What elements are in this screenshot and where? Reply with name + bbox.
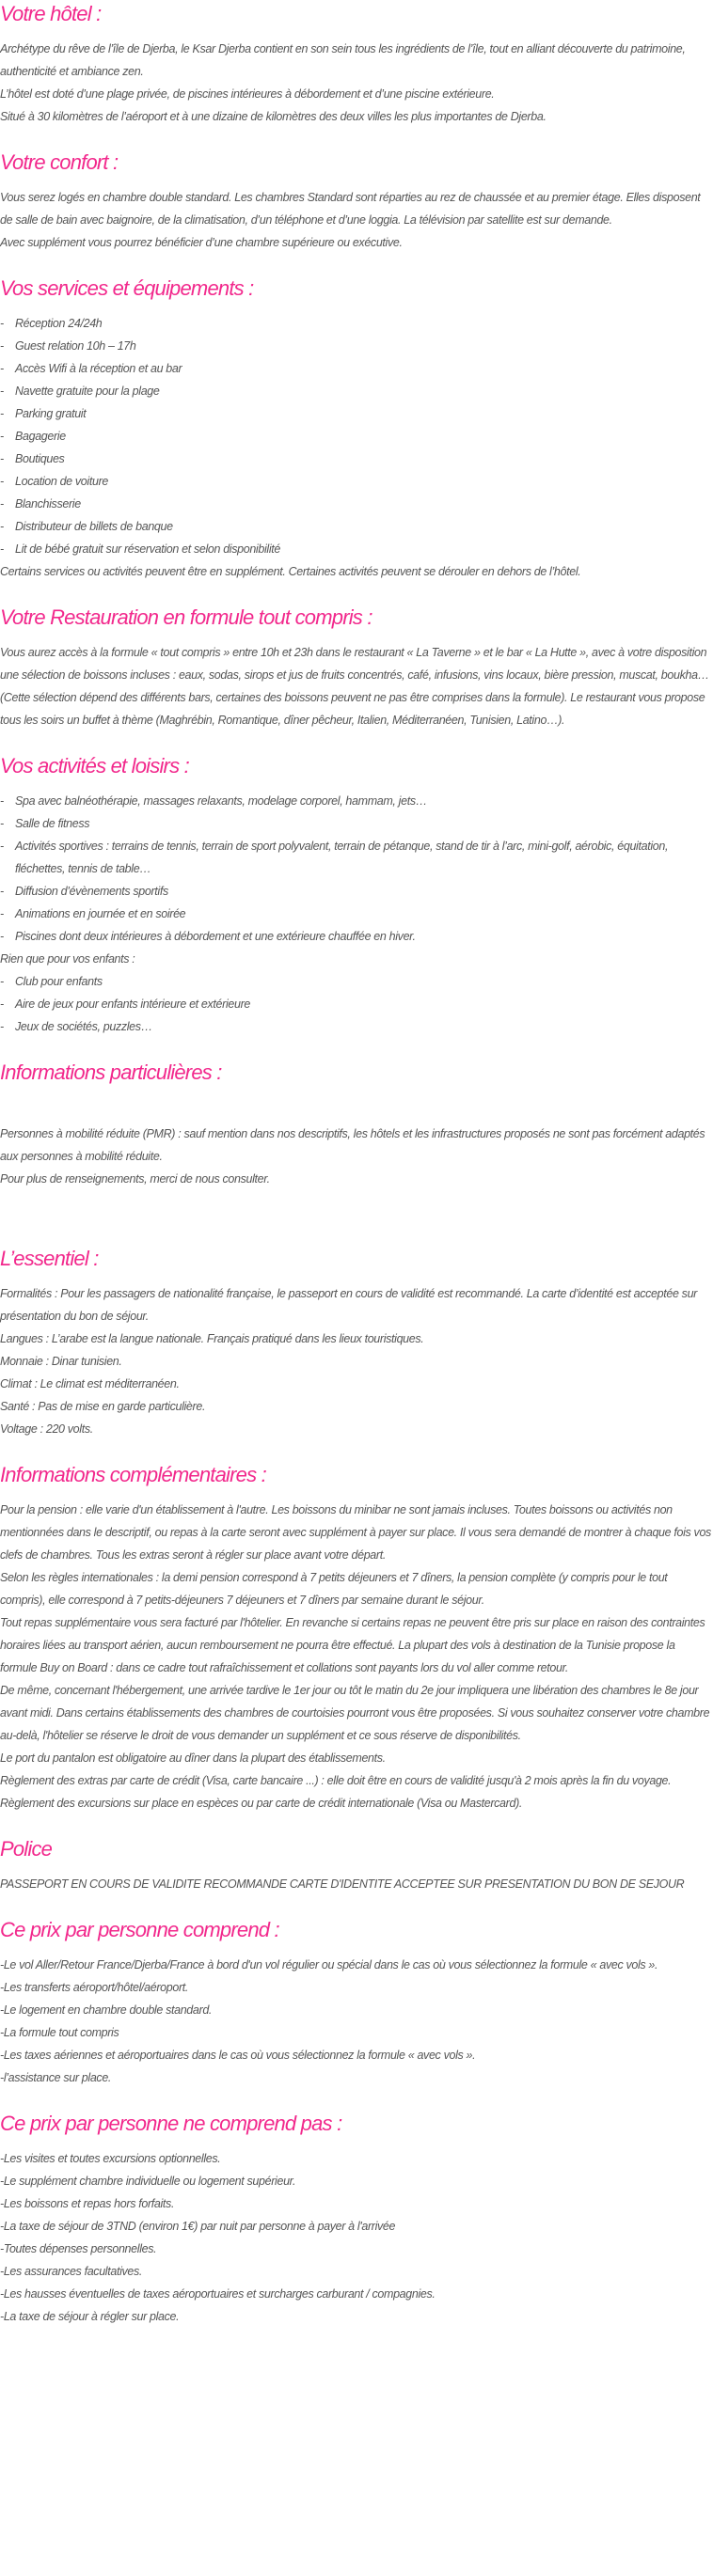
list-item: -Les hausses éventuelles de taxes aéroportuaires et surcharges carburant / compagnies. [0,2287,436,2301]
particular-line: Pour plus de renseignements, merci de nous consulter. [0,1172,270,1186]
comfort-line: Avec supplément vous pourrez bénéficier d’une chambre supérieure ou exécutive. [0,236,403,249]
section-title-police: Police [0,1837,53,1861]
list-item: -Les taxes aériennes et aéroportuaires dans le cas où vous sélectionnez la formule « avec vols ». [0,2049,476,2062]
services-note: Certains services ou activités peuvent être en supplément. Certaines activités peuvent se dérouler en dehors de l’hôtel. [0,565,581,578]
list-item: - Location de voiture [0,470,713,493]
list-item: - Blanchisserie [0,493,713,515]
complementary-line: Règlement des excursions sur place en espèces ou par carte de crédit internationale (Visa ou Mastercard). [0,1797,522,1810]
section-comfort [0,149,713,254]
section-title-hotel: Votre hôtel : [0,2,102,25]
list-item: -Les visites et toutes excursions optionnelles. [0,2152,221,2165]
complementary-line: Tout repas supplémentaire vous sera facturé par l'hôtelier. En revanche si certains repas ne peuvent être pris sur place en raison des contraintes horaires liées au transport aérien, aucun remboursement ne pourra être effectué. La plupart des vols à destination de la Tunisie propose la formule Buy on Board : dans ce cadre tout rafraîchissement et collations sont payants lors du vol aller comme retour. [0,1616,705,1674]
list-item: - Club pour enfants [0,970,713,993]
list-item: - Accès Wifi à la réception et au bar [0,357,713,380]
list-item: - Réception 24/24h [0,312,713,335]
list-item: - Piscines dont deux intérieures à débordement et une extérieure chauffée en hiver. [0,925,713,948]
excludes-list [0,2147,713,2328]
particular-line: Personnes à mobilité réduite (PMR) : sauf mention dans nos descriptifs, les hôtels et les infrastructures proposés ne sont pas forcément adaptés aux personnes à mobilité réduite. [0,1127,705,1163]
section-title-restaurant: Votre Restauration en formule tout compris : [0,605,372,629]
includes-list [0,1954,713,2089]
list-item: - Spa avec balnéothérapie, massages relaxants, modelage corporel, hammam, jets… [0,790,713,812]
hotel-line: L’hôtel est doté d’une plage privée, de piscines intérieures à débordement et d’une piscine extérieure. [0,87,495,101]
essentials-line: Formalités : Pour les passagers de nationalité française, le passeport en cours de validité est recommandé. La carte d’identité est acceptée sur présentation du bon de séjour. [0,1287,697,1323]
list-item: -Les boissons et repas hors forfaits. [0,2197,175,2210]
list-item: -Toutes dépenses personnelles. [0,2242,157,2255]
hotel-line: Situé à 30 kilomètres de l’aéroport et à une dizaine de kilomètres des deux villes les plus importantes de Djerba. [0,110,547,123]
complementary-line: Selon les règles internationales : la demi pension correspond à 7 petits déjeuners et 7 dîners, la pension complète (y compris pour le tout compris), elle correspond à 7 petits-déjeuners 7 déjeuners et 7 dîners par semaine durant le séjour. [0,1571,668,1607]
list-item: -La taxe de séjour de 3TND (environ 1€) par nuit par personne à payer à l'arrivée [0,2220,396,2233]
services-list [0,312,713,560]
kids-list [0,970,713,1038]
hotel-line: Archétype du rêve de l’île de Djerba, le Ksar Djerba contient en son sein tous les ingrédients de l’île, tout en alliant découverte du patrimoine, authenticité et ambiance zen. [0,42,686,78]
list-item: - Navette gratuite pour la plage [0,380,713,402]
list-item: - Guest relation 10h – 17h [0,335,713,357]
section-title-particular: Informations particulières : [0,1060,222,1084]
section-title-excludes: Ce prix par personne ne comprend pas : [0,2112,342,2135]
list-item: - Bagagerie [0,425,713,448]
essentials-line: Langues : L’arabe est la langue nationale. Français pratiqué dans les lieux touristiques. [0,1332,424,1345]
section-title-comfort: Votre confort : [0,150,119,174]
complementary-line: Le port du pantalon est obligatoire au dîner dans la plupart des établissements. [0,1751,386,1765]
list-item: - Jeux de sociétés, puzzles… [0,1015,713,1038]
section-excludes [0,2110,713,2328]
essentials-line: Santé : Pas de mise en garde particulière. [0,1400,206,1413]
list-item: - Activités sportives : terrains de tennis, terrain de sport polyvalent, terrain de pétanque, stand de tir à l’arc, mini-golf, aérobic, équitation, fléchettes, tennis de table… [0,835,713,880]
list-item: - Parking gratuit [0,402,713,425]
essentials-line: Monnaie : Dinar tunisien. [0,1355,122,1368]
section-activities [0,752,713,1038]
list-item: - Distributeur de billets de banque [0,515,713,538]
restaurant-line: Vous aurez accès à la formule « tout compris » entre 10h et 23h dans le restaurant « La Taverne » et le bar « La Hutte », avec à votre disposition une sélection de boissons incluses : eaux, sodas, sirops et jus de fruits concentrés, café, infusions, vins locaux, bière pression, muscat, boukha… [0,646,709,682]
list-item: -Les transferts aéroport/hôtel/aéroport. [0,1981,189,1994]
list-item: -La taxe de séjour à régler sur place. [0,2310,180,2323]
police-text: PASSEPORT EN COURS DE VALIDITE RECOMMANDE CARTE D'IDENTITE ACCEPTEE SUR PRESENTATION DU BON DE SEJOUR [0,1877,685,1891]
list-item: -La formule tout compris [0,2026,119,2039]
activities-list [0,790,713,948]
section-services [0,275,713,583]
section-title-activities: Vos activités et loisirs : [0,754,189,778]
comfort-line: Vous serez logés en chambre double standard. Les chambres Standard sont réparties au rez de chaussée et au premier étage. Elles disposent de salle de bain avec baignoire, de la climatisation, d’un téléphone et d’une loggia. La télévision par satellite est sur demande. [0,191,701,227]
section-title-essentials: L’essentiel : [0,1247,99,1270]
section-essentials [0,1245,713,1440]
list-item: - Diffusion d’évènements sportifs [0,880,713,903]
section-restaurant [0,604,713,731]
list-item: -Les assurances facultatives. [0,2265,143,2278]
section-police [0,1835,713,1895]
list-item: -Le vol Aller/Retour France/Djerba/France à bord d'un vol régulier ou spécial dans le cas où vous sélectionnez la formule « avec vols ». [0,1958,658,1971]
section-complementary [0,1461,713,1814]
complementary-line: De même, concernant l'hébergement, une arrivée tardive le 1er jour ou tôt le matin du 2e jour impliquera une libération des chambres le 8e jour avant midi. Dans certains établissements des chambres de courtoisies pourront vous être proposées. Si vous souhaitez conserver votre chambre au-delà, l'hôtelier se réserve le droit de vous demander un supplément et ce sous réserve de disponibilités. [0,1684,710,1742]
list-item: - Lit de bébé gratuit sur réservation et selon disponibilité [0,538,713,560]
list-item: - Animations en journée et en soirée [0,903,713,925]
spacer [0,1096,713,1123]
essentials-line: Voltage : 220 volts. [0,1422,93,1436]
complementary-line: Pour la pension : elle varie d'un établissement à l'autre. Les boissons du minibar ne sont jamais incluses. Toutes boissons ou activités non mentionnées dans le descriptif, ou repas à la carte seront avec supplément à payer sur place. Il vous sera demandé de montrer à chaque fois vos clefs de chambres. Tous les extras seront à régler sur place avant votre départ. [0,1503,711,1562]
list-item: -Le logement en chambre double standard. [0,2003,213,2017]
section-includes [0,1916,713,2089]
list-item: - Aire de jeux pour enfants intérieure et extérieure [0,993,713,1015]
section-title-includes: Ce prix par personne comprend : [0,1918,279,1941]
section-hotel [0,0,713,128]
list-item: -Le supplément chambre individuelle ou logement supérieur. [0,2175,296,2188]
restaurant-line: (Cette sélection dépend des différents bars, certaines des boissons peuvent ne pas être comprises dans la formule). Le restaurant vous propose tous les soirs un buffet à thème (Maghrébin, Romantique, dîner pêcheur, Italien, Méditerranéen, Tunisien, Latino…). [0,691,705,727]
complementary-line: Règlement des extras par carte de crédit (Visa, carte bancaire ...) : elle doit être en cours de validité jusqu'à 2 mois après la fin du voyage. [0,1774,672,1787]
list-item: - Boutiques [0,448,713,470]
section-title-complementary: Informations complémentaires : [0,1463,266,1486]
list-item: - Salle de fitness [0,812,713,835]
kids-label: Rien que pour vos enfants : [0,952,135,966]
list-item: -l’assistance sur place. [0,2071,112,2084]
section-particular [0,1059,713,1190]
section-title-services: Vos services et équipements : [0,276,254,300]
essentials-line: Climat : Le climat est méditerranéen. [0,1377,180,1390]
